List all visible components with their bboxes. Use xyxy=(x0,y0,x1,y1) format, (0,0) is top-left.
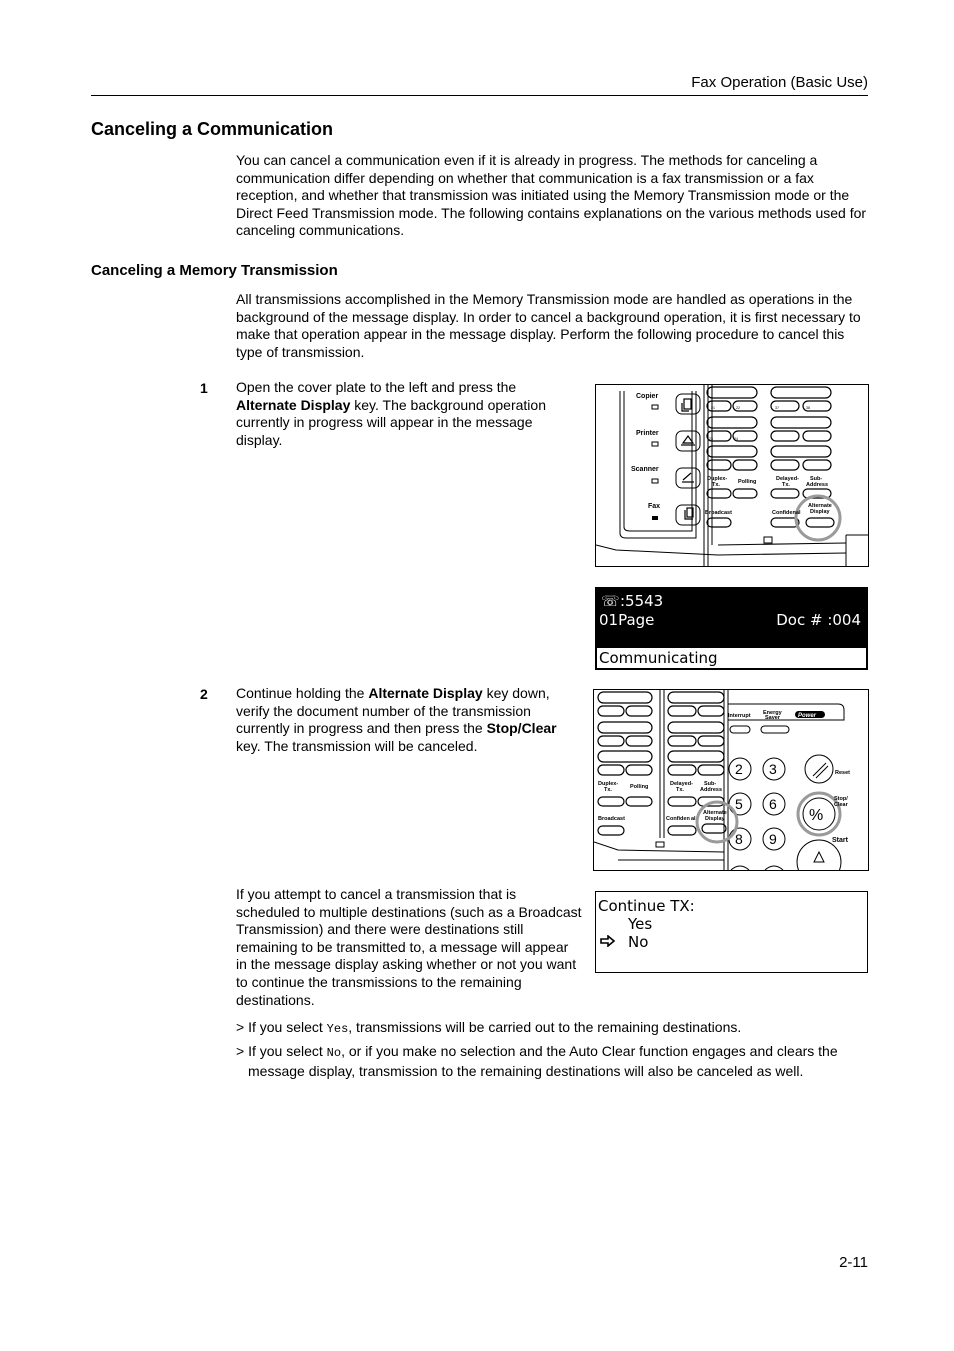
key-label-confidential-end: al xyxy=(796,510,801,516)
step-1-key: Alternate Display xyxy=(236,396,351,413)
step-2-text xyxy=(236,685,576,755)
bullet-yes-prefix: > If you select xyxy=(236,1019,327,1035)
key-label-duplex-tx: Duplex-Tx. xyxy=(707,476,728,488)
page-heading: Canceling a Communication xyxy=(91,119,334,139)
bullet-no-prefix: > If you select xyxy=(236,1043,327,1059)
mode-label-printer: Printer xyxy=(636,430,659,437)
header-section-title: Fax Operation (Basic Use) xyxy=(691,74,868,91)
bullet-no-suffix: , or if you make no selection and the Auto Clear function engages and clears the message display, transmission to the remaining destinations will also be canceled as well. xyxy=(248,1043,838,1079)
digit-8: 8 xyxy=(735,831,743,847)
key-label-sub-address-2: Sub-Address xyxy=(700,781,723,793)
lcd-status: Communicating xyxy=(597,648,866,668)
bullet-no xyxy=(236,1043,888,1080)
digit-9: 9 xyxy=(769,831,777,847)
control-panel-drawing-1 xyxy=(596,385,868,566)
digit-3: 3 xyxy=(769,761,777,777)
message-display-1 xyxy=(595,587,868,670)
step-2-text-b: key down, verify the document number of the transmission currently in progress and then press the xyxy=(236,685,550,737)
key-label-alternate-display: Alternate Display xyxy=(808,503,832,515)
step-2-number: 2 xyxy=(200,686,208,702)
digit-2: 2 xyxy=(735,761,743,777)
bullet-yes-suffix: , transmissions will be carried out to the remaining destinations. xyxy=(348,1019,742,1035)
page-number: 2-11 xyxy=(839,1254,868,1271)
lcd-option-no: No xyxy=(628,933,649,951)
step-1-text xyxy=(236,379,568,449)
panel-label-start: Start xyxy=(832,837,848,844)
arrow-right-icon xyxy=(600,935,616,947)
mode-label-copier: Copier xyxy=(636,393,659,400)
lcd-page-count: 01Page xyxy=(599,611,655,629)
step-2-text-a: Continue holding the xyxy=(236,685,369,701)
subheading: Canceling a Memory Transmission xyxy=(91,262,338,279)
key-label-alternate-display-2: Alternate Display xyxy=(703,810,727,822)
step-1-text-a: Open the cover plate to the left and press the xyxy=(236,379,517,395)
step-2-key2: Stop/Clear xyxy=(486,720,557,737)
mode-label-scanner: Scanner xyxy=(631,466,659,473)
panel-label-stop-clear: Stop/ Clear xyxy=(834,796,848,808)
lcd-doc-number: Doc # :004 xyxy=(776,611,861,629)
key-number-24: 24 xyxy=(734,437,738,441)
key-label-polling-2: Polling xyxy=(630,784,649,790)
intro-paragraph: You can cancel a communication even if it is already in progress. The methods for canceling a communication differ depending on whether that communication is a fax transmission or a fax reception, and whether that transmission was initiated using the Memory Transmission mode or the Direct Feed Transmission mode. The following contains explanations on the various methods used for canceling communications. xyxy=(236,152,867,239)
mode-label-fax: Fax xyxy=(648,503,661,510)
digit-5: 5 xyxy=(735,796,743,812)
key-number-22: 22 xyxy=(736,406,740,410)
key-label-confidential-end-2: al xyxy=(691,816,696,822)
mode-icons xyxy=(681,399,695,519)
step-2-text-c: key. The transmission will be canceled. xyxy=(236,737,478,754)
message-display-2 xyxy=(595,891,868,973)
key-number-21: 21 xyxy=(711,406,715,410)
control-panel-drawing-2 xyxy=(594,690,868,870)
control-panel-illustration-1 xyxy=(595,384,869,567)
control-panel-illustration-2 xyxy=(593,689,869,871)
phone-icon: ☏ xyxy=(601,592,620,610)
panel-label-power: Power xyxy=(798,713,817,719)
digit-6: 6 xyxy=(769,796,777,812)
panel-label-energy-saver: Energy Saver xyxy=(763,710,782,721)
key-label-duplex-tx-2: Duplex-Tx. xyxy=(598,781,619,793)
key-label-broadcast: Broadcast xyxy=(705,510,732,516)
key-label-confidential-2: Confiden xyxy=(666,816,690,822)
note-paragraph: If you attempt to cancel a transmission that is scheduled to multiple destinations (such as a Broadcast Transmission) and there were destinations still remaining to be transmitted to, a message will appear in the message display asking whether or not you want to continue the transmissions to the remaining destinations. xyxy=(236,886,582,1008)
bullet-yes xyxy=(236,1019,876,1039)
key-label-sub-address: Sub-Address xyxy=(806,476,829,488)
panel-label-reset: Reset xyxy=(835,770,850,776)
key-number-23: 23 xyxy=(709,437,713,441)
key-number-37: 37 xyxy=(775,406,779,410)
step-1-text-b: key. The background operation currently in progress will appear in the message display. xyxy=(236,396,546,448)
key-label-confidential: Confiden xyxy=(772,510,796,516)
bullet-yes-code: Yes xyxy=(326,1022,349,1036)
header-rule xyxy=(91,95,868,96)
key-label-delayed-tx: Delayed-Tx. xyxy=(776,476,799,488)
key-label-broadcast-2: Broadcast xyxy=(598,816,625,822)
lcd-option-yes: Yes xyxy=(628,915,653,933)
step-1-number: 1 xyxy=(200,380,208,396)
key-number-38: 38 xyxy=(806,406,810,410)
bullet-no-code: No xyxy=(326,1046,342,1060)
lcd-prompt: Continue TX: xyxy=(598,897,695,915)
stop-clear-symbol: % xyxy=(809,807,824,824)
panel-label-interrupt: Interrupt xyxy=(728,713,751,719)
lcd-job-number: :5543 xyxy=(620,592,664,610)
step-2-key: Alternate Display xyxy=(368,685,483,701)
key-label-delayed-tx-2: Delayed-Tx. xyxy=(670,781,693,793)
key-label-polling: Polling xyxy=(738,479,757,485)
sub-intro-paragraph: All transmissions accomplished in the Memory Transmission mode are handled as operations in the background of the message display. In order to cancel a background operation, it is first necessary to make that operation appear in the message display. Perform the following procedure to cancel this type of transmission. xyxy=(236,291,861,360)
